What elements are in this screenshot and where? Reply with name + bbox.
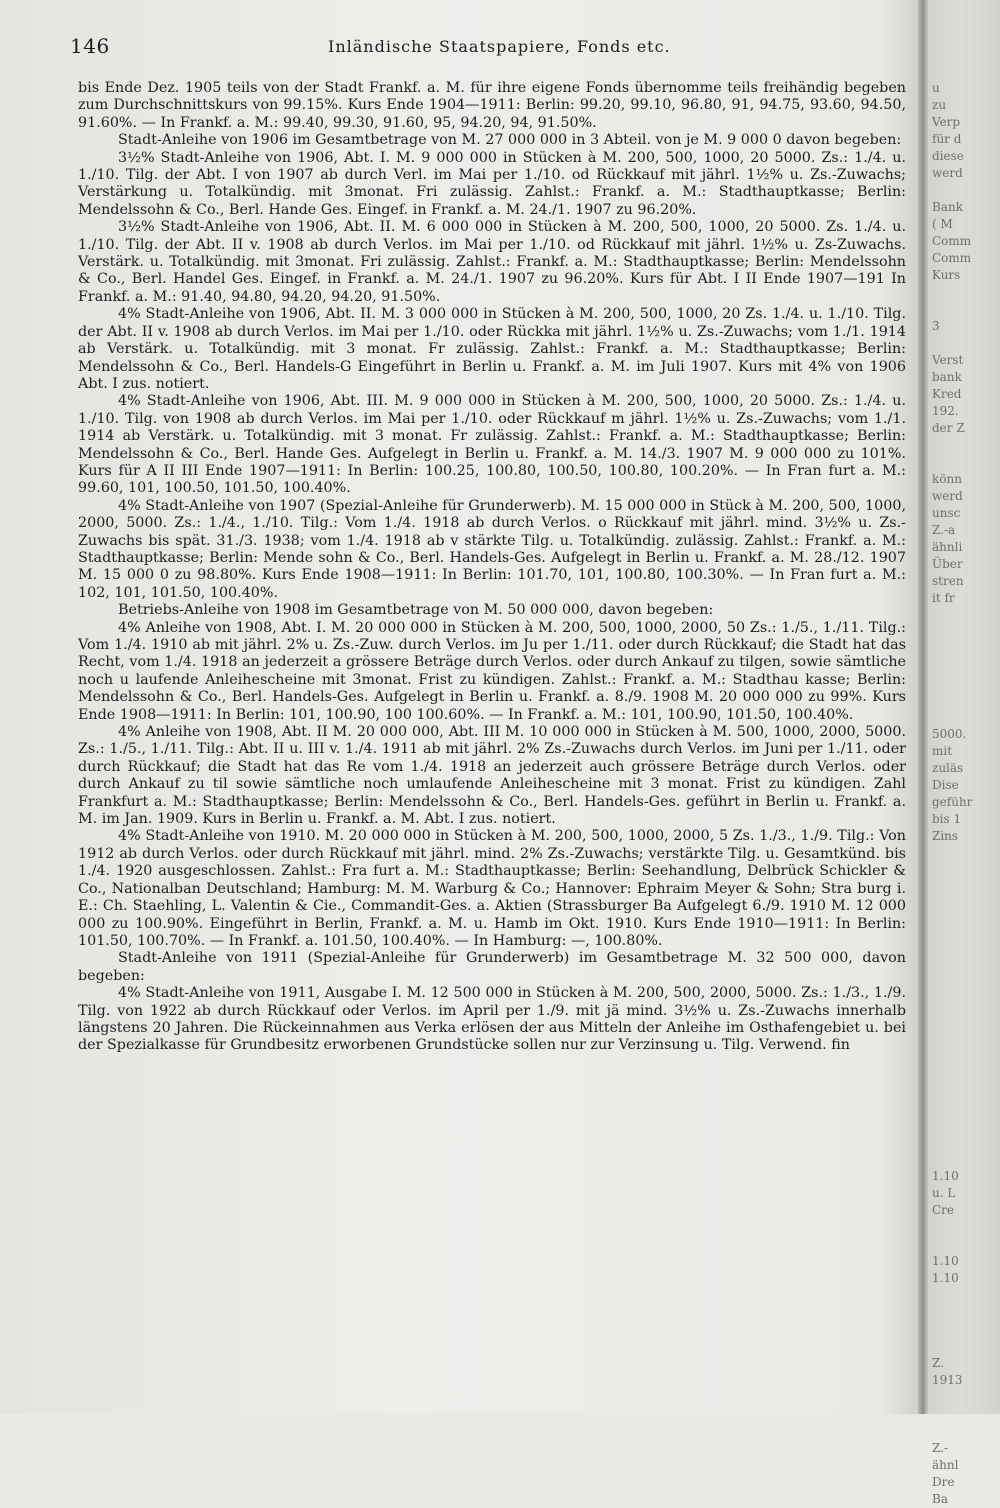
margin-fragment bbox=[932, 641, 998, 658]
paragraph: 4% Anleihe von 1908, Abt. I. M. 20 000 000 in Stücken à M. 200, 500, 1000, 2000, 50 Zs.: 1./5., 1./11. Tilg.: Vom 1./4. 1910 ab mit jährl. 2% u. Zs.-Zuw. durch Verlos. im Ju per 1./11. oder durch Rückkauf; die Stadt hat das Recht, vom 1./4. 1918 an jederzeit a grössere Beträge durch Verlos. oder durch Ankauf zu tilgen, sowie sämtliche noch u laufende Anleihescheine mit 3monat. Frist zu kündigen. Zahlst.: Frankf. a. M.: Stadthau kasse; Berlin: Mendelssohn & Co., Berl. Handels-Ges. Aufgelegt in Berlin u. Frankf. a. 8./9. 1908 M. 20 000 000 zu 99%. Kurs Ende 1908—1911: In Berlin: 101, 100.90, 100 100.60%. — In Frankf. a. M.: 101, 100.90, 101.50, 100.40%. bbox=[78, 619, 906, 723]
margin-fragment: u bbox=[932, 81, 940, 95]
margin-fragment bbox=[932, 1100, 998, 1117]
margin-fragment: Verst bbox=[932, 353, 964, 367]
margin-fragment: Cre bbox=[932, 1203, 955, 1217]
margin-fragment bbox=[932, 675, 998, 692]
margin-fragment bbox=[932, 1389, 998, 1406]
margin-fragment bbox=[932, 1423, 998, 1440]
margin-fragment: unsc bbox=[932, 506, 961, 520]
paragraph: 3½% Stadt-Anleihe von 1906, Abt. I. M. 9 000 000 in Stücken à M. 200, 500, 1000, 20 5000. Zs.: 1./4. u. 1./10. Tilg. der Abt. I von 1907 ab durch Verl. im Mai per 1./10. od Rückkauf mit jährl. 1½% u. Zs.-Zuwachs; Verstärkung u. Totalkündig. mit 3monat. Fri zulässig. Zahlst.: Frankf. a. M.: Stadthauptkasse; Berlin: Mendelssohn & Co., Berl. Hande Ges. Eingef. in Frankf. a. M. 24./1. 1907 zu 96.20%. bbox=[78, 149, 906, 218]
margin-fragment bbox=[932, 981, 998, 998]
margin-fragment bbox=[932, 1032, 998, 1049]
margin-fragment: Kurs bbox=[932, 268, 961, 282]
paragraph: Stadt-Anleihe von 1911 (Spezial-Anleihe für Grunderwerb) im Gesamtbetrage M. 32 500 000, davon begeben: bbox=[78, 950, 906, 984]
margin-fragment: mit bbox=[932, 744, 953, 758]
margin-fragment bbox=[932, 1219, 998, 1236]
paragraph: 4% Stadt-Anleihe von 1907 (Spezial-Anleihe für Grunderwerb). M. 15 000 000 in Stück à M. 200, 500, 1000, 2000, 5000. Zs.: 1./4., 1./10. Tilg.: Vom 1./4. 1918 ab durch Verlos. o Rückkauf mit jährl. mind. 3½% u. Zs.-Zuwachs bis spät. 31./3. 1938; vom 1./4. 1918 ab v stärkte Tilg. u. Totalkündig. zulässig. Zahlst.: Frankf. a. M.: Stadthauptkasse; Berlin: Mende sohn & Co., Berl. Handels-Ges. Aufgelegt in Berlin u. Frankf. a. M. 28./12. 1907 M. 15 000 0 zu 98.80%. Kurs Ende 1908—1911: In Berlin: 101.70, 101, 100.80, 100.30%. — In Fran furt a. M.: 102, 101, 101.50, 100.40%. bbox=[78, 497, 906, 601]
margin-fragment bbox=[932, 1134, 998, 1151]
margin-fragment: zu bbox=[932, 98, 947, 112]
margin-fragment: Comm bbox=[932, 251, 972, 265]
margin-fragment bbox=[932, 998, 998, 1015]
margin-fragment: ähnl bbox=[932, 1458, 959, 1472]
margin-fragment: könn bbox=[932, 472, 962, 486]
page-fold-shadow bbox=[918, 0, 928, 1414]
margin-fragment bbox=[932, 301, 998, 318]
margin-fragment bbox=[932, 1287, 998, 1304]
margin-fragment: geführ bbox=[932, 795, 973, 809]
margin-fragment bbox=[932, 284, 998, 301]
margin-fragment: Verp bbox=[932, 115, 961, 129]
margin-fragment: 3 bbox=[932, 319, 940, 333]
margin-fragment bbox=[932, 1236, 998, 1253]
margin-fragment: der Z bbox=[932, 421, 965, 435]
paragraph: 4% Stadt-Anleihe von 1910. M. 20 000 000 in Stücken à M. 200, 500, 1000, 2000, 5 Zs. 1./3., 1./9. Tilg.: Von 1912 ab durch Verlos. oder durch Rückkauf mit jährl. mind. 2% Zs.-Zuwachs; verstärkte Tilg. u. Gesamtkünd. bis 1./4. 1920 ausgeschlossen. Zahlst.: Fra furt a. M.: Stadthauptkasse; Berlin: Seehandlung, Delbrück Schickler & Co., Nationalban Deutschland; Hamburg: M. M. Warburg & Co.; Hannover: Ephraim Meyer & Sohn; Stra burg i. E.: Ch. Staehling, L. Valentin & Cie., Commandit-Ges. a. Aktien (Strassburger Ba Aufgelegt 6./9. 1910 M. 12 000 000 zu 100.90%. Eingeführt in Berlin, Frankf. a. M. u. Hamb im Okt. 1910. Kurs Ende 1910—1911: In Berlin: 101.50, 100.70%. — In Frankf. a. 101.50, 100.40%. — In Hamburg: —, 100.80%. bbox=[78, 828, 906, 949]
margin-fragment: diese bbox=[932, 149, 964, 163]
margin-fragment: zuläs bbox=[932, 761, 964, 775]
margin-fragment bbox=[932, 896, 998, 913]
margin-fragment: u. L bbox=[932, 1186, 956, 1200]
margin-fragment bbox=[932, 1151, 998, 1168]
margin-fragment bbox=[932, 607, 998, 624]
margin-fragment: werd bbox=[932, 489, 963, 503]
margin-fragment: 1913 bbox=[932, 1373, 963, 1387]
margin-fragment bbox=[932, 692, 998, 709]
margin-fragment bbox=[932, 879, 998, 896]
paragraph: 4% Anleihe von 1908, Abt. II M. 20 000 000, Abt. III M. 10 000 000 in Stücken à M. 500, 1000, 2000, 5000. Zs.: 1./5., 1./11. Tilg.: Abt. II u. III v. 1./4. 1911 ab mit jährl. 2% Zs.-Zuwachs durch Verlos. im Juni per 1./11. oder durch Rückkauf; die Stadt hat das Re vom 1./4. 1918 an jederzeit auch grössere Beträge durch Verlos. oder durch Ankauf zu til sowie sämtliche noch umlaufende Anleihescheine mit 3 monat. Frist zu kündigen. Zahl Frankfurt a. M.: Stadthauptkasse; Berlin: Mendelssohn & Co., Berl. Handels-Ges. geführt in Berlin u. Frankf. a. M. im Jan. 1909. Kurs in Berlin u. Frankf. a. M. Abt. I zus. notiert. bbox=[78, 724, 906, 828]
margin-fragment: Z.-a bbox=[932, 523, 956, 537]
paragraph: Stadt-Anleihe von 1906 im Gesamtbetrage von M. 27 000 000 in 3 Abteil. von je M. 9 000 0 davon begeben: bbox=[118, 132, 902, 149]
margin-fragment: 192. bbox=[932, 404, 959, 418]
margin-fragment bbox=[932, 335, 998, 352]
main-text-column bbox=[78, 80, 906, 1055]
page-number: 146 bbox=[70, 34, 110, 58]
margin-fragment bbox=[932, 1066, 998, 1083]
paragraph: 4% Stadt-Anleihe von 1911, Ausgabe I. M. 12 500 000 in Stücken à M. 200, 500, 2000, 5000. Zs.: 1./3., 1./9. Tilg. von 1922 ab durch Rückkauf oder Verlos. im April per 1./9. mit jä mind. 3½% u. Zs.-Zuwachs innerhalb längstens 20 Jahren. Die Rückeinnahmen aus Verka erlösen der aus Mitteln der Anleihe im Osthafengebiet u. bei der Spezialkasse für Grundbesitz erworbenen Grundstücke sollen nur zur Verzinsung u. Tilg. Verwend. fin bbox=[78, 985, 906, 1054]
margin-fragment: ähnli bbox=[932, 540, 963, 554]
adjacent-page-fragments bbox=[932, 80, 998, 1508]
margin-fragment bbox=[932, 1015, 998, 1032]
margin-fragment bbox=[932, 624, 998, 641]
margin-fragment: bank bbox=[932, 370, 962, 384]
running-head: Inländische Staatspapiere, Fonds etc. bbox=[328, 37, 671, 56]
margin-fragment bbox=[932, 845, 998, 862]
paragraph: Betriebs-Anleihe von 1908 im Gesamtbetrage von M. 50 000 000, davon begeben: bbox=[118, 602, 714, 619]
margin-fragment bbox=[932, 1304, 998, 1321]
margin-fragment bbox=[932, 930, 998, 947]
margin-fragment bbox=[932, 947, 998, 964]
margin-fragment: Über bbox=[932, 557, 963, 571]
margin-fragment: Zins bbox=[932, 829, 959, 843]
margin-fragment: werd bbox=[932, 166, 963, 180]
margin-fragment bbox=[932, 1117, 998, 1134]
paragraph: 3½% Stadt-Anleihe von 1906, Abt. II. M. 6 000 000 in Stücken à M. 200, 500, 1000, 20 5000. Zs. 1./4. u. 1./10. Tilg. der Abt. II v. 1908 ab durch Verlos. im Mai per 1./10. od Rückkauf mit jährl. 1½% u. Zs-Zuwachs. Verstärk. u. Totalkündig. mit 3monat. Fri zulässig. Zahlst.: Frankf. a. M.: Stadthauptkasse; Berlin: Mendelssohn & Co., Berl. Handel Ges. Eingef. in Frankf. a. M. 24./1. 1907 zu 96.20%. Kurs für Abt. I II Ende 1907—191 In Frankf. a. M.: 91.40, 94.80, 94.20, 94.20, 91.50%. bbox=[78, 219, 906, 305]
margin-fragment: Bank bbox=[932, 200, 963, 214]
margin-fragment: 1.10 bbox=[932, 1254, 959, 1268]
margin-fragment bbox=[932, 862, 998, 879]
margin-fragment: 1.10 bbox=[932, 1271, 959, 1285]
paragraph: 4% Stadt-Anleihe von 1906, Abt. III. M. 9 000 000 in Stücken à M. 200, 500, 1000, 20 5000. Zs.: 1./4. u. 1./10. Tilg. von 1908 ab durch Verlos. im Mai per 1./10. oder Rückkauf m jährl. 1½% u. Zs.-Zuwachs; vom 1./1. 1914 ab Verstärk. u. Totalkündig. mit 3 monat. Fr zulässig. Zahlst.: Frankf. a. M.: Stadthauptkasse; Berlin: Mendelssohn & Co., Berl. Hande Ges. Aufgelegt in Berlin u. Frankf. a. M. 14./3. 1907 M. 9 000 000 zu 101%. Kurs für A II III Ende 1907—1911: In Berlin: 100.25, 100.80, 100.50, 100.80, 100.20%. — In Fran furt a. M.: 99.60, 101, 100.50, 101.50, 100.40%. bbox=[78, 393, 906, 497]
margin-fragment: Dre bbox=[932, 1475, 955, 1489]
margin-fragment: bis 1 bbox=[932, 812, 962, 826]
margin-fragment bbox=[932, 1406, 998, 1423]
margin-fragment bbox=[932, 913, 998, 930]
margin-fragment bbox=[932, 437, 998, 454]
margin-fragment: Z.- bbox=[932, 1441, 948, 1455]
margin-fragment bbox=[932, 182, 998, 199]
page-header bbox=[70, 34, 910, 64]
margin-fragment bbox=[932, 1049, 998, 1066]
margin-fragment: Comm bbox=[932, 234, 972, 248]
paragraph: 4% Stadt-Anleihe von 1906, Abt. II. M. 3 000 000 in Stücken à M. 200, 500, 1000, 20 Zs. 1./4. u. 1./10. Tilg. der Abt. II v. 1908 ab durch Verlos. im Mai per 1./10. oder Rückka mit jährl. 1½% u. Zs.-Zuwachs; vom 1./1. 1914 ab Verstärk. u. Totalkündig. mit 3 monat. Fr zulässig. Zahlst.: Frankf. a. M.: Stadthauptkasse; Berlin: Mendelssohn & Co., Berl. Handels-G Eingeführt in Berlin u. Frankf. a. M. im Juli 1907. Kurs mit 4% von 1906 Abt. I zus. notiert. bbox=[78, 306, 906, 392]
margin-fragment bbox=[932, 1338, 998, 1355]
margin-fragment: 1.10 bbox=[932, 1169, 959, 1183]
margin-fragment: Kred bbox=[932, 387, 962, 401]
margin-fragment: ( M bbox=[932, 217, 953, 231]
margin-fragment bbox=[932, 964, 998, 981]
margin-fragment: Z. bbox=[932, 1356, 944, 1370]
margin-fragment bbox=[932, 1083, 998, 1100]
margin-fragment: it fr bbox=[932, 591, 955, 605]
margin-fragment bbox=[932, 658, 998, 675]
margin-fragment: für d bbox=[932, 132, 962, 146]
margin-fragment: 5000. bbox=[932, 727, 967, 741]
margin-fragment bbox=[932, 454, 998, 471]
margin-fragment: Dise bbox=[932, 778, 959, 792]
margin-fragment: Ba bbox=[932, 1492, 948, 1506]
margin-fragment: stren bbox=[932, 574, 964, 588]
margin-fragment bbox=[932, 709, 998, 726]
paragraph: bis Ende Dez. 1905 teils von der Stadt Frankf. a. M. für ihre eigene Fonds übernomme teils freihändig begeben zum Durchschnittskurs von 99.15%. Kurs Ende 1904—1911: Berlin: 99.20, 99.10, 96.80, 91, 94.75, 93.60, 94.50, 91.60%. — In Frankf. a. M.: 99.40, 99.30, 91.60, 95, 94.20, 94, 91.50%. bbox=[78, 80, 906, 131]
margin-fragment bbox=[932, 1321, 998, 1338]
